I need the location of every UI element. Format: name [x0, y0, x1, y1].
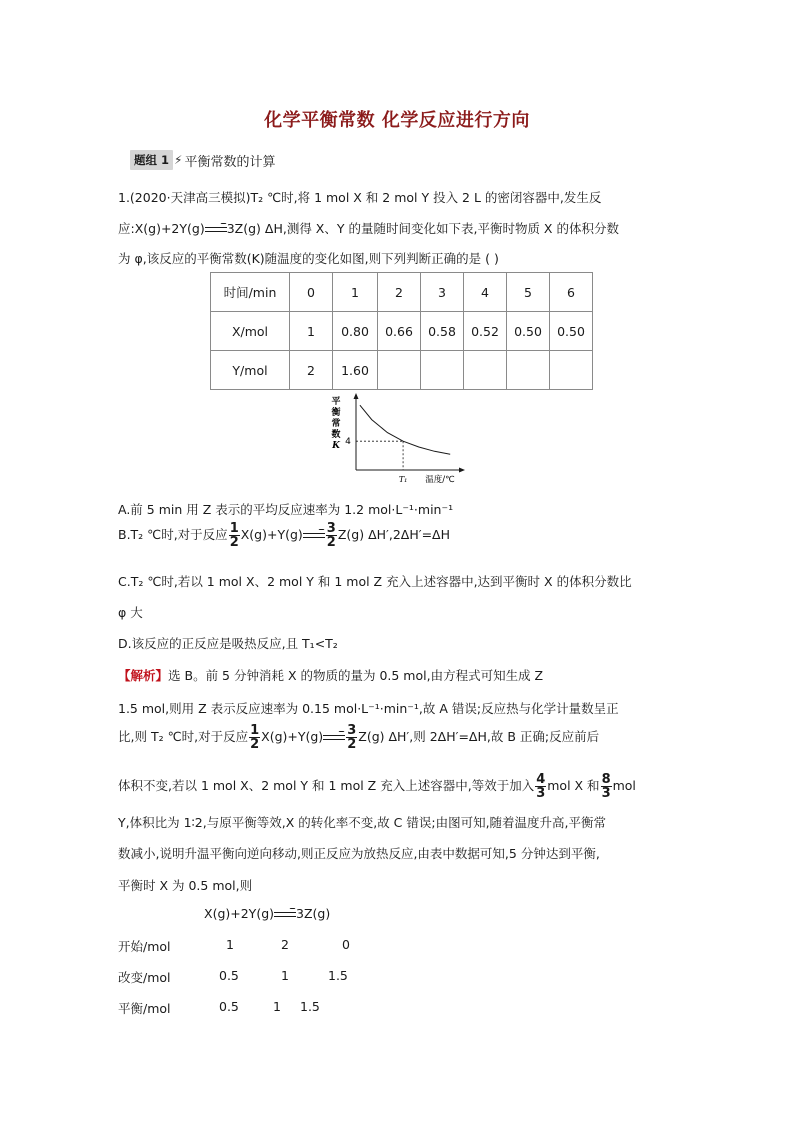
- analysis-line-3-post: Z(g) ΔH′,则 2ΔH′=ΔH,故 B 正确;反应前后: [358, 729, 600, 744]
- analysis-line-3: [118, 724, 599, 751]
- table-cell: X/mol: [211, 312, 290, 351]
- solution-equation-left: X(g)+2Y(g): [204, 906, 275, 921]
- analysis-line-5: Y,体积比为 1∶2,与原平衡等效,X 的转化率不变,故 C 错误;由图可知,随着温度升高,平衡常: [118, 815, 607, 830]
- solution-equation: [204, 906, 330, 921]
- analysis-line-4: [118, 773, 636, 800]
- table-cell: [421, 351, 464, 390]
- table-header-row: [211, 273, 593, 312]
- table-row: [211, 312, 593, 351]
- data-table: [210, 272, 593, 390]
- analysis-line-7: 平衡时 X 为 0.5 mol,则: [118, 878, 253, 893]
- table-cell: [507, 351, 550, 390]
- analysis-line-3-mid: X(g)+Y(g): [261, 729, 324, 744]
- table-cell: 1: [290, 312, 333, 351]
- solution-value: 1.5: [300, 999, 320, 1014]
- analysis-text: 选 B。前 5 分钟消耗 X 的物质的量为 0.5 mol,由方程式可知生成 Z: [168, 668, 544, 683]
- fraction-one-half: $\frac{1}{2}$: [250, 723, 260, 752]
- table-row: [211, 351, 593, 390]
- fraction-four-third: $\frac{4}{3}$: [536, 772, 546, 801]
- table-header-cell: 5: [507, 273, 550, 312]
- solution-row-label: 开始/mol: [118, 939, 171, 954]
- section-header: [130, 150, 275, 170]
- solution-value: 1: [281, 968, 289, 983]
- x-axis-label: 温度/℃: [425, 475, 455, 485]
- solution-row-label: 平衡/mol: [118, 1001, 171, 1016]
- fraction-three-half: $\frac{3}{2}$: [326, 521, 336, 550]
- option-b-post: Z(g) ΔH′,2ΔH′=ΔH: [337, 527, 450, 542]
- solution-equation-right: 3Z(g): [296, 906, 331, 921]
- table-cell: 0.52: [464, 312, 507, 351]
- question-line-2-rest: 3Z(g) ΔH,测得 X、Y 的量随时间变化如下表,平衡时物质 X 的体积分数: [226, 221, 619, 236]
- option-b-mid: X(g)+Y(g): [240, 527, 303, 542]
- table-cell: 2: [290, 351, 333, 390]
- equilibrium-arrow-icon: [274, 910, 296, 920]
- page-title: 化学平衡常数 化学反应进行方向: [264, 110, 530, 131]
- fraction-one-half: $\frac{1}{2}$: [229, 521, 239, 550]
- fraction-three-half: $\frac{3}{2}$: [347, 723, 357, 752]
- analysis-line-1: [118, 666, 543, 684]
- analysis-line-4-mid: mol X 和: [547, 778, 600, 793]
- y-axis-label-char: K: [332, 441, 340, 451]
- question-line-3: 为 φ,该反应的平衡常数(K)随温度的变化如图,则下列判断正确的是 ( ): [118, 251, 499, 266]
- chart-ylabel: [330, 395, 341, 451]
- solution-value: 1.5: [328, 968, 348, 983]
- y-axis-arrow-icon: [354, 393, 359, 399]
- y-axis-label-char: 衡: [331, 408, 341, 418]
- analysis-line-4-post: mol: [612, 778, 636, 793]
- x-axis-arrow-icon: [459, 468, 465, 473]
- option-b-pre: B.T₂ ℃时,对于反应: [118, 527, 228, 542]
- table-cell: Y/mol: [211, 351, 290, 390]
- table-cell: 0.66: [378, 312, 421, 351]
- equilibrium-constant-chart: [328, 392, 468, 488]
- table-header-cell: 3: [421, 273, 464, 312]
- option-b: [118, 522, 450, 549]
- table-header-cell: 4: [464, 273, 507, 312]
- solution-value: 1: [226, 937, 234, 952]
- section-badge: 题组 1: [130, 150, 173, 170]
- solution-row-label: 改变/mol: [118, 970, 171, 985]
- table-cell: 0.80: [333, 312, 378, 351]
- x-tick-label: T₁: [398, 475, 408, 484]
- option-c-line-2: φ 大: [118, 605, 143, 620]
- question-line-1: 1.(2020·天津高三模拟)T₂ ℃时,将 1 mol X 和 2 mol Y 投入 2 L 的密闭容器中,发生反: [118, 190, 602, 205]
- y-axis-label-char: 数: [331, 430, 341, 440]
- table-cell: 0.50: [550, 312, 593, 351]
- table-cell: 0.50: [507, 312, 550, 351]
- solution-value: 1: [273, 999, 281, 1014]
- y-axis-label-char: 常: [331, 419, 341, 429]
- lightning-icon: ⚡: [174, 153, 183, 167]
- solution-value: 0.5: [219, 968, 239, 983]
- option-d: D.该反应的正反应是吸热反应,且 T₁<T₂: [118, 636, 338, 651]
- table-cell: [464, 351, 507, 390]
- y-tick-label: 4: [345, 437, 351, 448]
- k-curve: [360, 405, 450, 454]
- question-equation: 应:X(g)+2Y(g): [118, 221, 205, 236]
- fraction-eight-third: $\frac{8}{3}$: [601, 772, 611, 801]
- table-cell: 1.60: [333, 351, 378, 390]
- table-header-cell: 2: [378, 273, 421, 312]
- analysis-line-6: 数减小,说明升温平衡向逆向移动,则正反应为放热反应,由表中数据可知,5 分钟达到平衡,: [118, 846, 600, 861]
- y-axis-label-char: 平: [331, 397, 341, 407]
- table-cell: 0.58: [421, 312, 464, 351]
- equilibrium-arrow-icon: [323, 733, 345, 743]
- equilibrium-arrow-icon: [205, 225, 227, 235]
- table-cell: [550, 351, 593, 390]
- table-header-cell: 1: [333, 273, 378, 312]
- solution-value: 0.5: [219, 999, 239, 1014]
- question-line-2: [118, 219, 619, 237]
- option-a: A.前 5 min 用 Z 表示的平均反应速率为 1.2 mol·L⁻¹·min⁻¹: [118, 502, 454, 517]
- analysis-label: 【解析】: [118, 668, 169, 683]
- equilibrium-arrow-icon: [303, 531, 325, 541]
- section-title: 平衡常数的计算: [184, 154, 276, 170]
- table-header-cell: 0: [290, 273, 333, 312]
- analysis-line-2: 1.5 mol,则用 Z 表示反应速率为 0.15 mol·L⁻¹·min⁻¹,故 A 错误;反应热与化学计量数呈正: [118, 701, 619, 716]
- table-header-cell: 6: [550, 273, 593, 312]
- analysis-line-3-pre: 比,则 T₂ ℃时,对于反应: [118, 729, 249, 744]
- option-c-line-1: C.T₂ ℃时,若以 1 mol X、2 mol Y 和 1 mol Z 充入上述容器中,达到平衡时 X 的体积分数比: [118, 574, 632, 589]
- table-header-cell: 时间/min: [211, 273, 290, 312]
- analysis-line-4-pre: 体积不变,若以 1 mol X、2 mol Y 和 1 mol Z 充入上述容器中,等效于加入: [118, 778, 535, 793]
- table-cell: [378, 351, 421, 390]
- solution-value: 2: [281, 937, 289, 952]
- solution-value: 0: [342, 937, 350, 952]
